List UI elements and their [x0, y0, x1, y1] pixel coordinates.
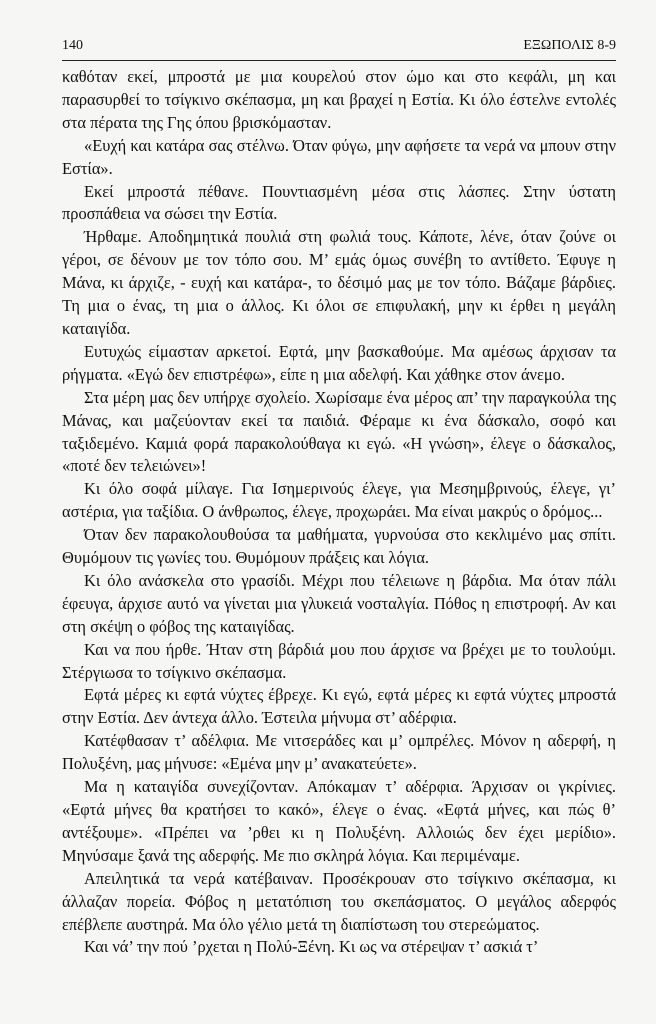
paragraph: Ήρθαμε. Αποδημητικά πουλιά στη φωλιά τους. Κάποτε, λένε, όταν ζούνε οι γέροι, σε δένουν με τον τόπο σου. Μ’ εμάς όμως συνέβη το αντίθετο. Έφυγε η Μάνα, κι άρχιζε, - ευχή και κατάρα-, το δέσιμό μας με τον τόπο. Βάζαμε βάρδιες. Τη μια ο ένας, τη μια ο άλλος. Κι όλοι σε επιφυλακή, μην κι έρθει η μεγάλη καταιγίδα. — [62, 227, 616, 338]
paragraph: Στα μέρη μας δεν υπήρχε σχολείο. Χωρίσαμε ένα μέρος απ’ την παραγκούλα της Μάνας, και μαζεύονταν εκεί τα παιδιά. Φέραμε κι ένα δάσκαλο, σοφό και ταξιδεμένο. Καμιά φορά παρακολούθαγα κι εγώ. «Η γνώση», έλεγε ο δάσκαλος, «ποτέ δεν τελειώνει»! — [62, 387, 616, 476]
paragraph: Κι όλο σοφά μίλαγε. Για Ισημερινούς έλεγε, για Μεσημβρινούς, έλεγε, γι’ αστέρια, για ταξίδια. Ο άνθρωπος, έλεγε, προχωράει. Μα είναι μακρύς ο δρόμος... — [62, 479, 616, 522]
paragraph: Ευτυχώς είμασταν αρκετοί. Εφτά, μην βασκαθούμε. Μα αμέσως άρχισαν τα ρήγματα. «Εγώ δεν επιστρέφω», είπε η μια αδελφή. Και χάθηκε στον άνεμο. — [62, 341, 616, 384]
paragraph: «Ευχή και κατάρα σας στέλνω. Όταν φύγω, μην αφήσετε τα νερά να μπουν στην Εστία». — [62, 135, 616, 178]
page-number: 140 — [62, 38, 83, 53]
paragraph: Εφτά μέρες κι εφτά νύχτες έβρεχε. Κι εγώ, εφτά μέρες κι εφτά νύχτες μπροστά στην Εστία. Δεν άντεχα άλλο. Έστειλα μήνυμα στ’ αδέρφια. — [62, 685, 616, 728]
paragraph: Όταν δεν παρακολουθούσα τα μαθήματα, γυρνούσα στο κεκλιμένο μας σπίτι. Θυμόμουν τις γωνίες του. Θυμόμουν πράξεις και λόγια. — [62, 525, 616, 568]
body-text — [62, 66, 616, 959]
page-header — [62, 36, 616, 60]
paragraph: Κατέφθασαν τ’ αδέλφια. Με νιτσεράδες και μ’ ομπρέλες. Μόνον η αδερφή, η Πολυξένη, μας μήνυσε: «Εμένα μην μ’ ανακατεύετε». — [62, 731, 616, 774]
paragraph: Και να που ήρθε. Ήταν στη βάρδιά μου που άρχισε να βρέχει με το τουλούμι. Στέργιωσα το τσίγκινο σκέπασμα. — [62, 639, 616, 682]
running-title: ΕΞΩΠΟΛΙΣ 8-9 — [523, 38, 616, 53]
paragraph: Απειλητικά τα νερά κατέβαιναν. Προσέκρουαν στο τσίγκινο σκέπασμα, κι άλλαζαν πορεία. Φόβος η μετατόπιση του σκεπάσματος. Ο μεγάλος αδερφός επέβλεπε αυστηρά. Μα όλο γέλιο μετά τη διαπίστωση του στερεώματος. — [62, 868, 616, 934]
paragraph: Και νά’ την πού ’ρχεται η Πολύ-Ξένη. Κι ως να στέρεψαν τ’ ασκιά τ’ — [84, 937, 539, 957]
paragraph: Κι όλο ανάσκελα στο γρασίδι. Μέχρι που τέλειωνε η βάρδια. Μα όταν πάλι έφευγα, άρχισε αυτό να γίνεται μια γλυκειά νοσταλγία. Πόθος η επιστροφή. Αν και στη σκέψη ο φόβος της καταιγίδας. — [62, 570, 616, 636]
paragraph: Μα η καταιγίδα συνεχίζονταν. Απόκαμαν τ’ αδέρφια. Άρχισαν οι γκρίνιες. «Εφτά μήνες θα κρατήσει το κακό», έλεγε ο ένας. «Εφτά μήνες, και πώς θ’ αντέξουμε». «Πρέπει να ’ρθει κι η Πολυξένη. Αλλοιώς δεν έχει μερίδιο». Μηνύσαμε ξανά της αδερφής. Με πιο σκληρά λόγια. Και περιμέναμε. — [62, 777, 616, 865]
paragraph: καθόταν εκεί, μπροστά με μια κουρελού στον ώμο και στο κεφάλι, μη και παρασυρθεί το τσίγκινο σκέπασμα, μη και βραχεί η Εστία. Κι όλο έστελνε εντολές στα πέρατα της Γης όπου βρισκόμασταν. — [62, 67, 616, 132]
paragraph: Εκεί μπροστά πέθανε. Πουντιασμένη μέσα στις λάσπες. Στην ύστατη προσπάθεια να σώσει την Εστία. — [62, 181, 616, 224]
header-rule — [62, 60, 616, 61]
